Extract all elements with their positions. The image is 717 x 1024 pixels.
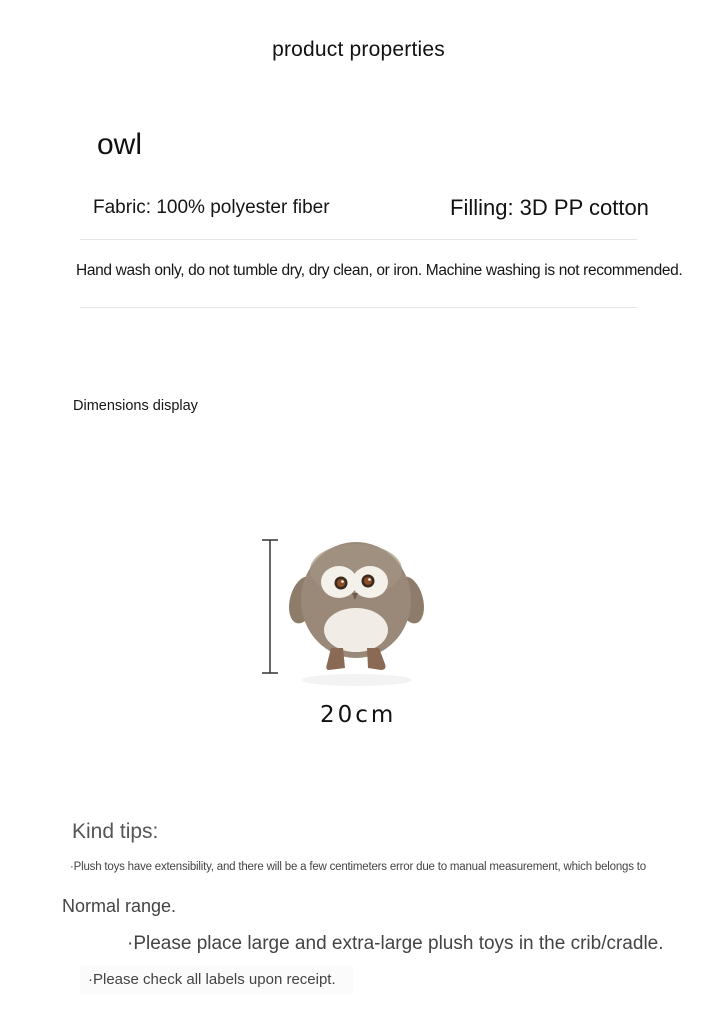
divider — [80, 239, 637, 240]
tip-measurement: ·Plush toys have extensibility, and there will be a few centimeters error due to manual measurement, which belongs to — [70, 861, 646, 873]
tip-labels: ·Please check all labels upon receipt. — [88, 971, 336, 988]
owl-plush-figure — [255, 530, 435, 690]
divider — [80, 307, 637, 308]
fabric-spec: Fabric: 100% polyester fiber — [93, 197, 330, 218]
page-title: product properties — [272, 38, 445, 61]
tips-heading: Kind tips: — [72, 820, 159, 843]
tip-measurement-continued: Normal range. — [62, 896, 177, 916]
care-instructions: Hand wash only, do not tumble dry, dry clean, or iron. Machine washing is not recommended. — [76, 262, 683, 279]
tip-crib: ·Please place large and extra-large plush toys in the crib/cradle. — [127, 933, 664, 954]
owl-plush-image — [284, 542, 429, 686]
height-ruler-icon — [262, 540, 278, 673]
product-name: owl — [97, 128, 143, 161]
filling-spec: Filling: 3D PP cotton — [450, 195, 649, 220]
dimensions-heading: Dimensions display — [73, 398, 198, 414]
size-label: 20cm — [320, 702, 397, 728]
